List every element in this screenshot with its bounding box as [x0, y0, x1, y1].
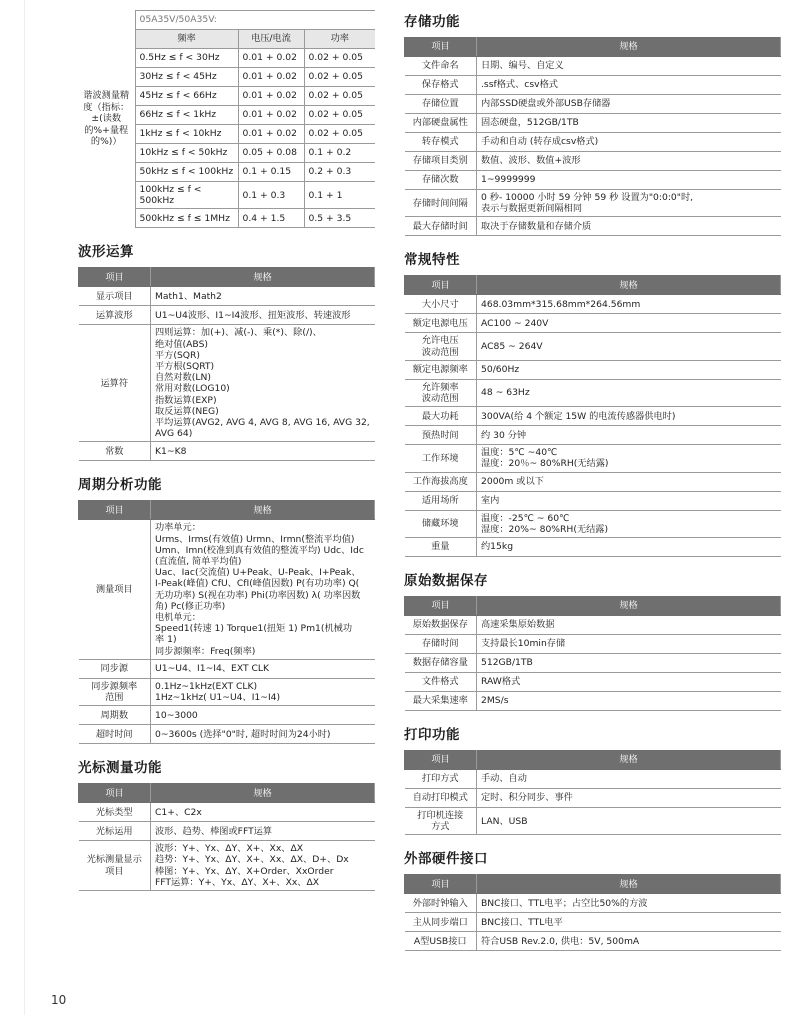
- spec-table-waveform: [78, 267, 375, 461]
- harmonic-note: 05A35V/50A35V:: [135, 11, 375, 30]
- table-row: [405, 314, 781, 333]
- table-row: [79, 325, 375, 442]
- spec-key: 光标类型: [79, 803, 151, 822]
- table-row: [405, 654, 781, 673]
- table-row: [79, 822, 375, 841]
- section-title-cycle: 周期分析功能: [78, 477, 162, 494]
- harmonic-cell: 0.05 + 0.08: [238, 144, 304, 163]
- spec-header-item: 项目: [405, 751, 477, 770]
- spec-key: 额定电源电压: [405, 314, 477, 333]
- spec-value: BNC接口、TTL电平: [477, 913, 781, 932]
- spec-value: 定时、积分同步、事件: [477, 789, 781, 808]
- spec-header-item: 项目: [405, 276, 477, 295]
- harmonic-cell: 0.02 + 0.05: [304, 49, 375, 68]
- spec-value: 512GB/1TB: [477, 654, 781, 673]
- spec-key: 储藏环境: [405, 510, 477, 537]
- harmonic-label: 谐波测量精度（指标：±(读数的%+量程的%)）: [78, 11, 135, 228]
- spec-key: 光标运用: [79, 822, 151, 841]
- spec-header-spec: 规格: [151, 501, 375, 520]
- spec-key: 存储时间间隔: [405, 190, 477, 217]
- spec-key: 适用场所: [405, 491, 477, 510]
- section-title-cursor: 光标测量功能: [78, 760, 162, 777]
- spec-table-cursor: [78, 783, 375, 891]
- spec-key: 同步源: [79, 659, 151, 678]
- spec-header-row: [79, 784, 375, 803]
- table-row: [405, 616, 781, 635]
- table-row: [405, 114, 781, 133]
- harmonic-accuracy-table: [78, 10, 375, 228]
- harmonic-cell: 45Hz ≤ f < 66Hz: [135, 87, 238, 106]
- table-row: [79, 706, 375, 725]
- harmonic-note-row: [78, 11, 375, 30]
- harmonic-cell: 0.01 + 0.02: [238, 49, 304, 68]
- left-column: [78, 10, 375, 891]
- spec-value: U1~U4、I1~I4、EXT CLK: [151, 659, 375, 678]
- harmonic-header-0: 频率: [135, 30, 238, 49]
- spec-header-row: [79, 268, 375, 287]
- spec-table-cycle: [78, 500, 375, 744]
- table-row: [79, 803, 375, 822]
- table-row: [405, 295, 781, 314]
- harmonic-cell: 100kHz ≤ f < 500kHz: [135, 182, 238, 209]
- harmonic-cell: 0.5 + 3.5: [304, 209, 375, 228]
- spec-header-item: 项目: [405, 597, 477, 616]
- spec-value: U1~U4波形、I1~I4波形、扭矩波形、转速波形: [151, 306, 375, 325]
- spec-key: A型USB接口: [405, 932, 477, 951]
- spec-value: 1~9999999: [477, 171, 781, 190]
- spec-header-item: 项目: [79, 268, 151, 287]
- harmonic-cell: 0.02 + 0.05: [304, 106, 375, 125]
- harmonic-cell: 0.4 + 1.5: [238, 209, 304, 228]
- table-row: [79, 306, 375, 325]
- spec-header-spec: 规格: [477, 38, 781, 57]
- harmonic-cell: 500kHz ≤ f ≤ 1MHz: [135, 209, 238, 228]
- spec-key: 运算波形: [79, 306, 151, 325]
- spec-key: 打印机连接 方式: [405, 808, 477, 835]
- spec-value: BNC接口、TTL电平；占空比50%的方波: [477, 894, 781, 913]
- spec-value: 300VA(给 4 个额定 15W 的电流传感器供电时): [477, 407, 781, 426]
- harmonic-header-1: 电压/电流: [238, 30, 304, 49]
- section-title-raw: 原始数据保存: [404, 573, 488, 590]
- spec-value: 室内: [477, 491, 781, 510]
- spec-key: 光标测量显示 项目: [79, 841, 151, 891]
- table-row: [405, 789, 781, 808]
- harmonic-cell: 10kHz ≤ f < 50kHz: [135, 144, 238, 163]
- table-row: [405, 538, 781, 557]
- table-row: [405, 76, 781, 95]
- spec-key: 显示项目: [79, 287, 151, 306]
- spec-key: 最大存储时间: [405, 217, 477, 236]
- spec-header-item: 项目: [405, 875, 477, 894]
- spec-key: 工作环境: [405, 445, 477, 472]
- table-row: [405, 913, 781, 932]
- spec-value: 支持最长10min存储: [477, 635, 781, 654]
- spec-header-spec: 规格: [477, 751, 781, 770]
- spec-key: 常数: [79, 442, 151, 461]
- spec-key: 测量项目: [79, 520, 151, 659]
- table-row: [405, 692, 781, 711]
- spec-value: 数值、波形、数值+波形: [477, 152, 781, 171]
- page-number: 10: [51, 993, 67, 1007]
- harmonic-cell: 0.2 + 0.3: [304, 163, 375, 182]
- spec-key: 存储位置: [405, 95, 477, 114]
- spec-key: 额定电源频率: [405, 360, 477, 379]
- spec-value: 手动和自动 (转存成csv格式): [477, 133, 781, 152]
- spec-key: 允许频率 波动范围: [405, 379, 477, 406]
- spec-key: 最大采集速率: [405, 692, 477, 711]
- spec-value: RAW格式: [477, 673, 781, 692]
- section-title-print: 打印功能: [404, 727, 460, 744]
- table-row: [405, 673, 781, 692]
- spec-header-row: [405, 875, 781, 894]
- spec-key: 主从同步端口: [405, 913, 477, 932]
- spec-value: AC85 ~ 264V: [477, 333, 781, 360]
- table-row: [405, 217, 781, 236]
- spec-value: 10~3000: [151, 706, 375, 725]
- harmonic-cell: 66Hz ≤ f < 1kHz: [135, 106, 238, 125]
- table-row: [79, 287, 375, 306]
- table-row: [405, 932, 781, 951]
- harmonic-cell: 0.01 + 0.02: [238, 87, 304, 106]
- spec-value: 符合USB Rev.2.0, 供电：5V, 500mA: [477, 932, 781, 951]
- harmonic-cell: 0.1 + 1: [304, 182, 375, 209]
- harmonic-cell: 0.01 + 0.02: [238, 68, 304, 87]
- section-title-general: 常规特性: [404, 252, 460, 269]
- table-row: [405, 171, 781, 190]
- harmonic-cell: 0.01 + 0.02: [238, 125, 304, 144]
- harmonic-cell: 0.1 + 0.15: [238, 163, 304, 182]
- spec-value: 48 ~ 63Hz: [477, 379, 781, 406]
- spec-header-row: [405, 38, 781, 57]
- spec-value: LAN、USB: [477, 808, 781, 835]
- table-row: [405, 472, 781, 491]
- spec-key: 存储项目类别: [405, 152, 477, 171]
- spec-key: 预热时间: [405, 426, 477, 445]
- table-row: [405, 95, 781, 114]
- spec-value: 温度：5℃ ~40℃ 湿度：20％~ 80%RH(无结露): [477, 445, 781, 472]
- table-row: [405, 360, 781, 379]
- spec-value: 波形：Y+、Yx、ΔY、X+、Xx、ΔX 趋势：Y+、Yx、ΔY、X+、Xx、ΔX、D+、Dx 棒图：Y+、Yx、ΔY、X+Order、XxOrder FFT运算：Y+、Yx、ΔY、X+、Xx、ΔX: [151, 841, 375, 891]
- harmonic-cell: 1kHz ≤ f < 10kHz: [135, 125, 238, 144]
- table-row: [405, 333, 781, 360]
- spec-table-hw: [404, 874, 781, 951]
- spec-key: 转存模式: [405, 133, 477, 152]
- spec-value: 手动、自动: [477, 770, 781, 789]
- spec-key: 同步源频率 范围: [79, 678, 151, 705]
- harmonic-cell: 50kHz ≤ f < 100kHz: [135, 163, 238, 182]
- table-row: [405, 426, 781, 445]
- spec-key: 最大功耗: [405, 407, 477, 426]
- harmonic-cell: 0.02 + 0.05: [304, 87, 375, 106]
- spec-table-print: [404, 750, 781, 835]
- table-row: [405, 407, 781, 426]
- spec-value: .ssf格式、csv格式: [477, 76, 781, 95]
- harmonic-cell: 0.02 + 0.05: [304, 125, 375, 144]
- spec-key: 超时时间: [79, 725, 151, 744]
- table-row: [405, 635, 781, 654]
- spec-header-spec: 规格: [477, 597, 781, 616]
- spec-header-spec: 规格: [151, 268, 375, 287]
- spec-value: 内部SSD硬盘或外部USB存储器: [477, 95, 781, 114]
- table-row: [79, 841, 375, 891]
- table-row: [79, 520, 375, 659]
- spec-key: 大小尺寸: [405, 295, 477, 314]
- spec-header-spec: 规格: [477, 276, 781, 295]
- spec-value: 约 30 分钟: [477, 426, 781, 445]
- spec-key: 数据存储容量: [405, 654, 477, 673]
- spec-value: 0~3600s (选择"0"时, 超时时间为24小时): [151, 725, 375, 744]
- spec-key: 存储次数: [405, 171, 477, 190]
- table-row: [79, 725, 375, 744]
- spec-value: 固态硬盘，512GB/1TB: [477, 114, 781, 133]
- harmonic-cell: 0.1 + 0.2: [304, 144, 375, 163]
- table-row: [405, 894, 781, 913]
- spec-key: 允许电压 波动范围: [405, 333, 477, 360]
- table-row: [79, 678, 375, 705]
- section-title-storage: 存储功能: [404, 14, 460, 30]
- spec-value: 0.1Hz~1kHz(EXT CLK) 1Hz~1kHz( U1~U4、I1~I4): [151, 678, 375, 705]
- spec-value: 高速采集原始数据: [477, 616, 781, 635]
- spec-value: 468.03mm*315.68mm*264.56mm: [477, 295, 781, 314]
- table-row: [405, 808, 781, 835]
- spec-key: 打印方式: [405, 770, 477, 789]
- spec-value: 0 秒- 10000 小时 59 分钟 59 秒 设置为"0:0:0"时, 表示与数据更新间隔相同: [477, 190, 781, 217]
- table-row: [405, 491, 781, 510]
- spec-key: 文件命名: [405, 57, 477, 76]
- spec-value: 四则运算：加(+)、减(-)、乘(*)、除(/)、 绝对值(ABS) 平方(SQR) 平方根(SQRT) 自然对数(LN) 常用对数(LOG10) 指数运算(EXP) 取反运算(NEG) 平均运算(AVG2, AVG 4, AVG 8, AVG 16, AVG 32, AVG 64): [151, 325, 375, 442]
- spec-header-item: 项目: [79, 784, 151, 803]
- spec-value: Math1、Math2: [151, 287, 375, 306]
- spec-value: 日期、编号、自定义: [477, 57, 781, 76]
- spec-key: 外部时钟输入: [405, 894, 477, 913]
- table-row: [405, 770, 781, 789]
- spec-header-row: [405, 751, 781, 770]
- table-row: [405, 379, 781, 406]
- spec-header-row: [405, 276, 781, 295]
- spec-key: 保存格式: [405, 76, 477, 95]
- spec-value: 波形、趋势、棒图或FFT运算: [151, 822, 375, 841]
- spec-value: K1~K8: [151, 442, 375, 461]
- harmonic-cell: 0.5Hz ≤ f < 30Hz: [135, 49, 238, 68]
- harmonic-cell: 0.1 + 0.3: [238, 182, 304, 209]
- spec-value: 约15kg: [477, 538, 781, 557]
- spec-value: C1+、C2x: [151, 803, 375, 822]
- spec-table-general: [404, 275, 781, 557]
- spec-value: 取决于存储数量和存储介质: [477, 217, 781, 236]
- spec-value: 50/60Hz: [477, 360, 781, 379]
- table-row: [405, 133, 781, 152]
- right-column: [404, 10, 781, 951]
- spec-header-row: [405, 597, 781, 616]
- spec-header-spec: 规格: [477, 875, 781, 894]
- harmonic-cell: 0.01 + 0.02: [238, 106, 304, 125]
- spec-key: 内部硬盘属性: [405, 114, 477, 133]
- table-row: [79, 659, 375, 678]
- table-row: [405, 510, 781, 537]
- spec-header-spec: 规格: [151, 784, 375, 803]
- spec-key: 原始数据保存: [405, 616, 477, 635]
- spec-key: 文件格式: [405, 673, 477, 692]
- spec-header-row: [79, 501, 375, 520]
- spec-key: 周期数: [79, 706, 151, 725]
- harmonic-cell: 0.02 + 0.05: [304, 68, 375, 87]
- harmonic-cell: 30Hz ≤ f < 45Hz: [135, 68, 238, 87]
- section-title-waveform: 波形运算: [78, 244, 134, 261]
- left-sections: [78, 240, 375, 891]
- spec-key: 重量: [405, 538, 477, 557]
- spec-value: 功率单元： Urms、Irms(有效值) Urmn、Irmn(整流平均值) Umn、Imn(校准到真有效值的整流平均) Udc、Idc (直流值, 简单平均值) Uac、Iac(交流值) U+Peak、U-Peak、I+Peak、 I-Peak(峰值) CfU、CfI(峰值因数) P(有功功率) Q( 无功功率) S(视在功率) Phi(功率因数) λ( 功率因数 角) Pc(修正功率) 电机单元： Speed1(转速 1) Torque1(扭矩 1) Pm1(机械功 率 1) 同步源频率：Freq(频率): [151, 520, 375, 659]
- table-row: [405, 445, 781, 472]
- table-row: [405, 152, 781, 171]
- harmonic-header-2: 功率: [304, 30, 375, 49]
- page-edge-line: [24, 0, 25, 1015]
- spec-value: 温度：-25℃ ~ 60℃ 湿度：20%~ 80%RH(无结露): [477, 510, 781, 537]
- section-title-hw: 外部硬件接口: [404, 851, 488, 868]
- table-row: [405, 190, 781, 217]
- spec-value: AC100 ~ 240V: [477, 314, 781, 333]
- spec-key: 存储时间: [405, 635, 477, 654]
- spec-key: 自动打印模式: [405, 789, 477, 808]
- spec-header-item: 项目: [79, 501, 151, 520]
- spec-table-storage: [404, 37, 781, 236]
- table-row: [405, 57, 781, 76]
- table-row: [79, 442, 375, 461]
- spec-key: 运算符: [79, 325, 151, 442]
- spec-header-item: 项目: [405, 38, 477, 57]
- spec-value: 2000m 或以下: [477, 472, 781, 491]
- spec-table-raw: [404, 596, 781, 711]
- spec-key: 工作海拔高度: [405, 472, 477, 491]
- spec-value: 2MS/s: [477, 692, 781, 711]
